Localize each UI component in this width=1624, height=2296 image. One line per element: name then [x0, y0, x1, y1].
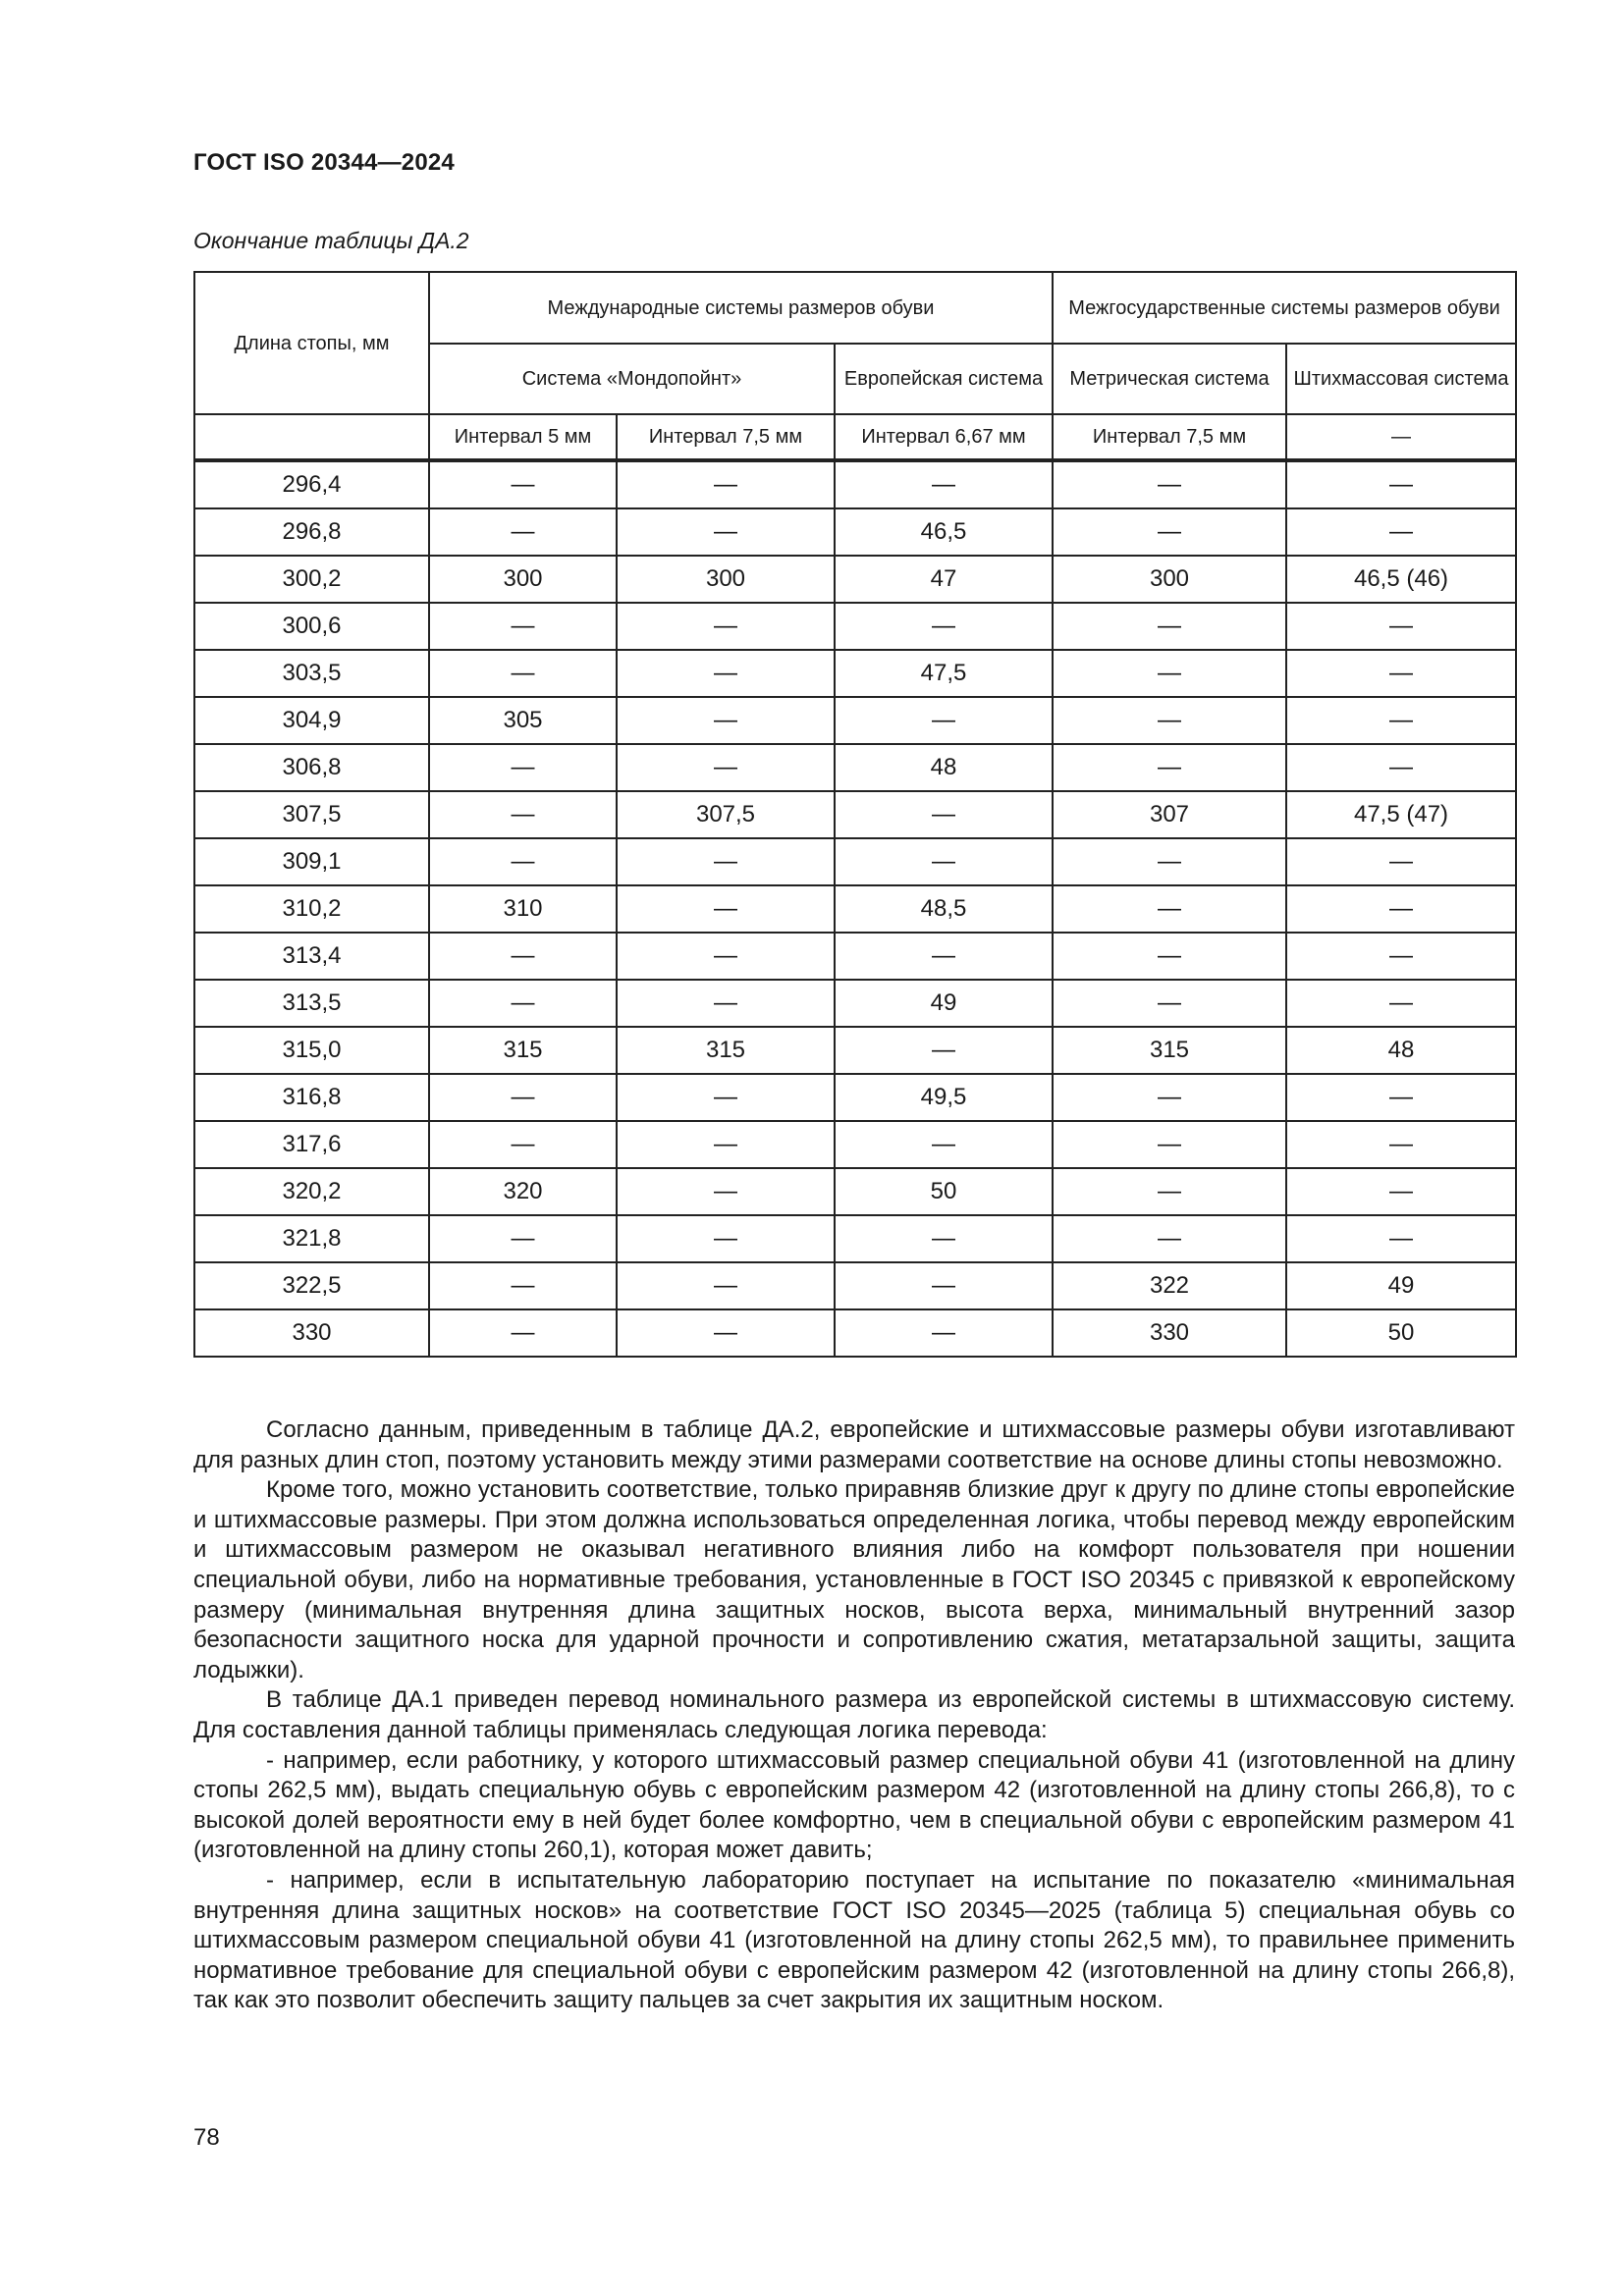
table-cell: — — [835, 791, 1053, 838]
table-cell: 296,4 — [194, 460, 429, 508]
document-header: ГОСТ ISO 20344—2024 — [193, 149, 455, 176]
table-row — [194, 1215, 1516, 1262]
body-paragraph: - например, если в испытательную лабораторию поступает на испытание по показателю «минимальная внутренняя длина защитных носков» на соответствие ГОСТ ISO 20345—2025 (таблица 5) специальная обувь со штихмассовым размером специальной обуви 41 (изготовленной на длину стопы 262,5 мм), то правильнее применить нормативное требование для специальной обуви с европейским размером 42 (изготовленной на длину стопы 266,8), так как это позволит обеспечить защиту пальцев за счет закрытия их защитным носком. — [193, 1866, 1515, 2014]
header-metric: Метрическая система — [1053, 344, 1286, 414]
table-cell: — — [1286, 650, 1516, 697]
table-cell: — — [617, 508, 835, 556]
table-cell: 310 — [429, 885, 617, 933]
table-cell: — — [1053, 1168, 1286, 1215]
table-cell: — — [1053, 1121, 1286, 1168]
table-cell: — — [835, 1215, 1053, 1262]
table-row — [194, 1121, 1516, 1168]
table-row — [194, 1309, 1516, 1357]
table-caption: Окончание таблицы ДА.2 — [193, 228, 469, 253]
table-cell: — — [1286, 697, 1516, 744]
table-cell: 304,9 — [194, 697, 429, 744]
table-cell: — — [835, 1309, 1053, 1357]
table-cell: — — [835, 460, 1053, 508]
table-cell: 48 — [835, 744, 1053, 791]
table-cell: — — [835, 933, 1053, 980]
table-cell: — — [1286, 980, 1516, 1027]
table-cell: — — [835, 1027, 1053, 1074]
table-row — [194, 744, 1516, 791]
table-cell: 50 — [1286, 1309, 1516, 1357]
table-cell: — — [1053, 744, 1286, 791]
table-cell: 300,6 — [194, 603, 429, 650]
table-cell: — — [835, 697, 1053, 744]
table-cell: 320,2 — [194, 1168, 429, 1215]
table-cell: — — [1286, 1168, 1516, 1215]
table-cell: — — [1286, 603, 1516, 650]
table-cell: 322,5 — [194, 1262, 429, 1309]
table-cell: 46,5 — [835, 508, 1053, 556]
table-cell: — — [429, 1309, 617, 1357]
table-row — [194, 1027, 1516, 1074]
table-cell: 300 — [617, 556, 835, 603]
table-cell: 317,6 — [194, 1121, 429, 1168]
table-cell: 306,8 — [194, 744, 429, 791]
table-cell: — — [835, 1262, 1053, 1309]
table-cell: 300 — [1053, 556, 1286, 603]
header-interval-6-67: Интервал 6,67 мм — [835, 414, 1053, 460]
table-row — [194, 885, 1516, 933]
body-paragraph: Кроме того, можно установить соответствие, только приравняв близкие друг к другу по длине стопы европейские и штихмассовые размеры. При этом должна использоваться определенная логика, чтобы перевод между европейским и штихмассовым размером не оказывал негативного влияния либо на комфорт пользователя при ношении специальной обуви, либо на нормативные требования, установленные в ГОСТ ISO 20345 с привязкой к европейскому размеру (минимальная внутренняя длина защитных носков, высота верха, минимальный внутренний зазор безопасности защитного носка для ударной прочности и сопротивлению сжатия, метатарзальной защиты, защита лодыжки). — [193, 1476, 1515, 1683]
table-cell: — — [617, 1168, 835, 1215]
table-cell: — — [835, 1121, 1053, 1168]
table-cell: — — [429, 1074, 617, 1121]
header-blank — [194, 414, 429, 460]
table-row — [194, 650, 1516, 697]
table-row — [194, 460, 1516, 508]
table-cell: — — [617, 980, 835, 1027]
table-cell: 309,1 — [194, 838, 429, 885]
table-cell: 313,4 — [194, 933, 429, 980]
table-cell: — — [617, 460, 835, 508]
table-cell: 313,5 — [194, 980, 429, 1027]
table-cell: 307,5 — [194, 791, 429, 838]
table-cell: — — [429, 933, 617, 980]
table-cell: 296,8 — [194, 508, 429, 556]
body-paragraph: В таблице ДА.1 приведен перевод номинального размера из европейской системы в штихмассовую систему. Для составления данной таблицы применялась следующая логика перевода: — [193, 1686, 1515, 1743]
table-cell: — — [429, 1262, 617, 1309]
table-cell: — — [1286, 838, 1516, 885]
table-cell: 47,5 — [835, 650, 1053, 697]
table-cell: — — [1286, 885, 1516, 933]
body-text — [193, 1415, 1515, 2016]
table-cell: — — [1053, 1074, 1286, 1121]
table-cell: — — [429, 508, 617, 556]
table-cell: — — [617, 1121, 835, 1168]
table-cell: — — [1053, 460, 1286, 508]
table-cell: 300 — [429, 556, 617, 603]
table-cell: 48,5 — [835, 885, 1053, 933]
table-cell: — — [429, 603, 617, 650]
table-cell: — — [617, 1074, 835, 1121]
table-cell: — — [1286, 744, 1516, 791]
header-shtikhmass: Штихмассовая система — [1286, 344, 1516, 414]
table-cell: — — [429, 980, 617, 1027]
table-row — [194, 603, 1516, 650]
table-cell: — — [617, 744, 835, 791]
table-cell: — — [617, 933, 835, 980]
table-cell: — — [429, 1215, 617, 1262]
table-body — [194, 460, 1516, 1357]
table-cell: — — [429, 650, 617, 697]
table-cell: 49 — [835, 980, 1053, 1027]
table-row — [194, 838, 1516, 885]
table-cell: 49,5 — [835, 1074, 1053, 1121]
table-row — [194, 933, 1516, 980]
table-cell: — — [617, 838, 835, 885]
table-cell: 315,0 — [194, 1027, 429, 1074]
table-cell: 321,8 — [194, 1215, 429, 1262]
table-cell: 315 — [617, 1027, 835, 1074]
header-international-systems: Международные системы размеров обуви — [429, 272, 1053, 344]
table-cell: — — [835, 603, 1053, 650]
table-cell: — — [1053, 697, 1286, 744]
table-row — [194, 1262, 1516, 1309]
table-cell: 330 — [1053, 1309, 1286, 1357]
table-cell: 307,5 — [617, 791, 835, 838]
table-cell: — — [1053, 933, 1286, 980]
body-paragraph: - например, если работнику, у которого штихмассовый размер специальной обуви 41 (изготовленной на длину стопы 262,5 мм), выдать специальную обувь с европейским размером 42 (изготовленной на длину стопы 266,8), то с высокой долей вероятности ему в ней будет более комфортно, чем в специальной обуви с европейским размером 41 (изготовленной на длину стопы 260,1), которая может давить; — [193, 1746, 1515, 1864]
table-cell: — — [1286, 460, 1516, 508]
table-cell: 315 — [429, 1027, 617, 1074]
table-cell: — — [617, 603, 835, 650]
table-cell: — — [1053, 650, 1286, 697]
table-cell: 307 — [1053, 791, 1286, 838]
table-cell: 300,2 — [194, 556, 429, 603]
table-cell: — — [617, 1215, 835, 1262]
table-cell: — — [617, 650, 835, 697]
table-cell: — — [1286, 1121, 1516, 1168]
table-cell: — — [1053, 508, 1286, 556]
table-cell: — — [1286, 1074, 1516, 1121]
table-cell: — — [1053, 1215, 1286, 1262]
table-cell: 50 — [835, 1168, 1053, 1215]
table-cell: — — [617, 885, 835, 933]
table-cell: — — [429, 838, 617, 885]
page-number: 78 — [193, 2124, 220, 2151]
table-cell: 310,2 — [194, 885, 429, 933]
table-cell: 330 — [194, 1309, 429, 1357]
table-row — [194, 556, 1516, 603]
table-cell: 47 — [835, 556, 1053, 603]
table-cell: 316,8 — [194, 1074, 429, 1121]
header-interval-metric: Интервал 7,5 мм — [1053, 414, 1286, 460]
table-row — [194, 791, 1516, 838]
shoe-size-table — [193, 271, 1517, 1358]
header-interval-shtikh: — — [1286, 414, 1516, 460]
table-cell: — — [1053, 980, 1286, 1027]
table-cell: — — [429, 1121, 617, 1168]
header-interval-5: Интервал 5 мм — [429, 414, 617, 460]
table-row — [194, 697, 1516, 744]
table-cell: 303,5 — [194, 650, 429, 697]
table-cell: 49 — [1286, 1262, 1516, 1309]
header-foot-length: Длина стопы, мм — [194, 272, 429, 414]
table-row — [194, 980, 1516, 1027]
table-cell: — — [429, 791, 617, 838]
table-cell: — — [1286, 933, 1516, 980]
table-cell: 47,5 (47) — [1286, 791, 1516, 838]
header-interstate-systems: Межгосударственные системы размеров обуви — [1053, 272, 1516, 344]
table-row — [194, 1168, 1516, 1215]
table-cell: — — [1286, 1215, 1516, 1262]
table-cell: — — [1053, 603, 1286, 650]
table-cell: 46,5 (46) — [1286, 556, 1516, 603]
table-cell: — — [617, 1262, 835, 1309]
table-cell: 315 — [1053, 1027, 1286, 1074]
header-european: Европейская система — [835, 344, 1053, 414]
table-row — [194, 1074, 1516, 1121]
table-cell: — — [1053, 838, 1286, 885]
table-cell: 320 — [429, 1168, 617, 1215]
table-cell: — — [617, 1309, 835, 1357]
table-cell: — — [1286, 508, 1516, 556]
table-cell: — — [429, 744, 617, 791]
table-cell: — — [1053, 885, 1286, 933]
table-cell: — — [429, 460, 617, 508]
body-paragraph: Согласно данным, приведенным в таблице ДА.2, европейские и штихмассовые размеры обуви изготавливают для разных длин стоп, поэтому установить между этими размерами соответствие на основе длины стопы невозможно. — [193, 1416, 1515, 1473]
table-cell: — — [617, 697, 835, 744]
header-interval-7-5: Интервал 7,5 мм — [617, 414, 835, 460]
header-mondopoint: Система «Мондопойнт» — [429, 344, 835, 414]
table-row — [194, 508, 1516, 556]
table-cell: 305 — [429, 697, 617, 744]
table-cell: 48 — [1286, 1027, 1516, 1074]
table-cell: 322 — [1053, 1262, 1286, 1309]
table-cell: — — [835, 838, 1053, 885]
